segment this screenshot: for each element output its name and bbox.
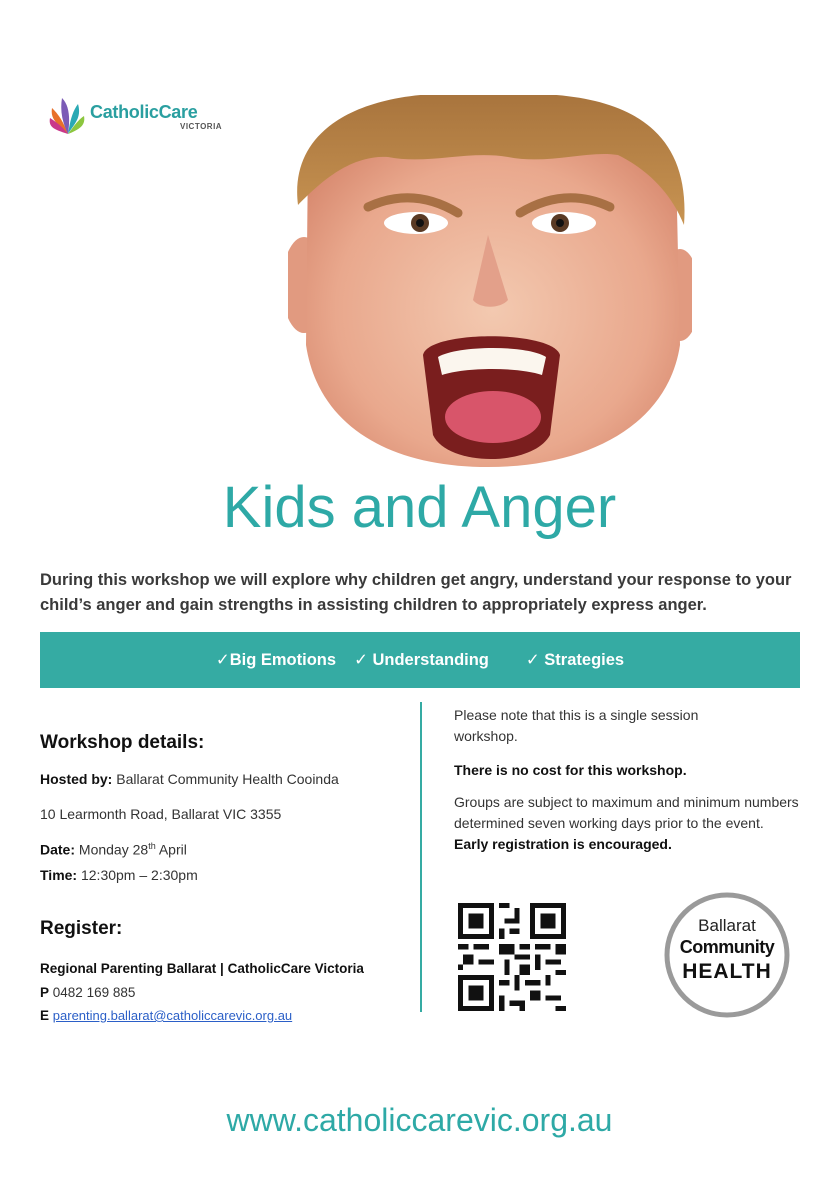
topic-understanding: ✓ Understanding [354,651,489,669]
website-url[interactable]: www.catholiccarevic.org.au [226,1102,613,1138]
hosted-label: Hosted by: [40,771,113,787]
butterfly-icon [48,94,88,138]
topics-banner [40,632,800,688]
hosted-value: Ballarat Community Health Cooinda [116,771,339,787]
time-value: 12:30pm – 2:30pm [80,867,198,883]
date-suffix: th [148,841,156,851]
phone-line [40,985,135,1000]
register-org: Regional Parenting Ballarat | CatholicCare Victoria [40,961,364,976]
date-line [40,841,187,858]
time-line [40,867,198,883]
address-line: 10 Learmonth Road, Ballarat VIC 3355 [40,806,282,822]
angry-child-photo [288,95,692,467]
bch-line2: Community [679,937,775,957]
topic-big-emotions: ✓Big Emotions [215,651,337,669]
hosted-by-line [40,771,339,787]
workshop-details-heading: Workshop details: [40,732,205,753]
intro-paragraph: During this workshop we will explore why children get angry, understand your response to your child’s anger and gain strengths in assisting children to appropriately express anger. [40,571,792,614]
early-registration-text: Early registration is encouraged. [454,836,672,852]
email-label: E [40,1008,50,1023]
no-cost-note: There is no cost for this workshop. [454,762,687,778]
phone-label: P [40,985,50,1000]
logo-subtitle: VICTORIA [180,122,223,131]
qr-code-icon[interactable] [458,903,566,1011]
column-divider [420,702,422,1012]
topic-strategies: ✓ Strategies [525,651,625,669]
date-value: Monday 28 [78,841,149,858]
email-link[interactable]: parenting.ballarat@catholiccarevic.org.au [52,1008,293,1023]
page-title: Kids and Anger [222,475,617,540]
phone-number: 0482 169 885 [52,985,136,1000]
bch-line1: Ballarat [698,916,756,935]
ballarat-community-health-logo [662,890,792,1020]
single-session-note: Please note that this is a single session workshop. [454,707,699,744]
date-label: Date: [40,841,76,858]
bch-line3: HEALTH [682,960,772,983]
groups-text: Groups are subject to maximum and minimum numbers determined seven working days prior to the event. [454,794,799,831]
logo-wordmark: CatholicCare [90,102,198,122]
groups-note [454,792,799,855]
date-month: April [158,841,187,858]
register-heading: Register: [40,918,123,939]
time-label: Time: [40,867,78,883]
email-line [40,1008,292,1023]
catholiccare-logo [48,92,223,140]
